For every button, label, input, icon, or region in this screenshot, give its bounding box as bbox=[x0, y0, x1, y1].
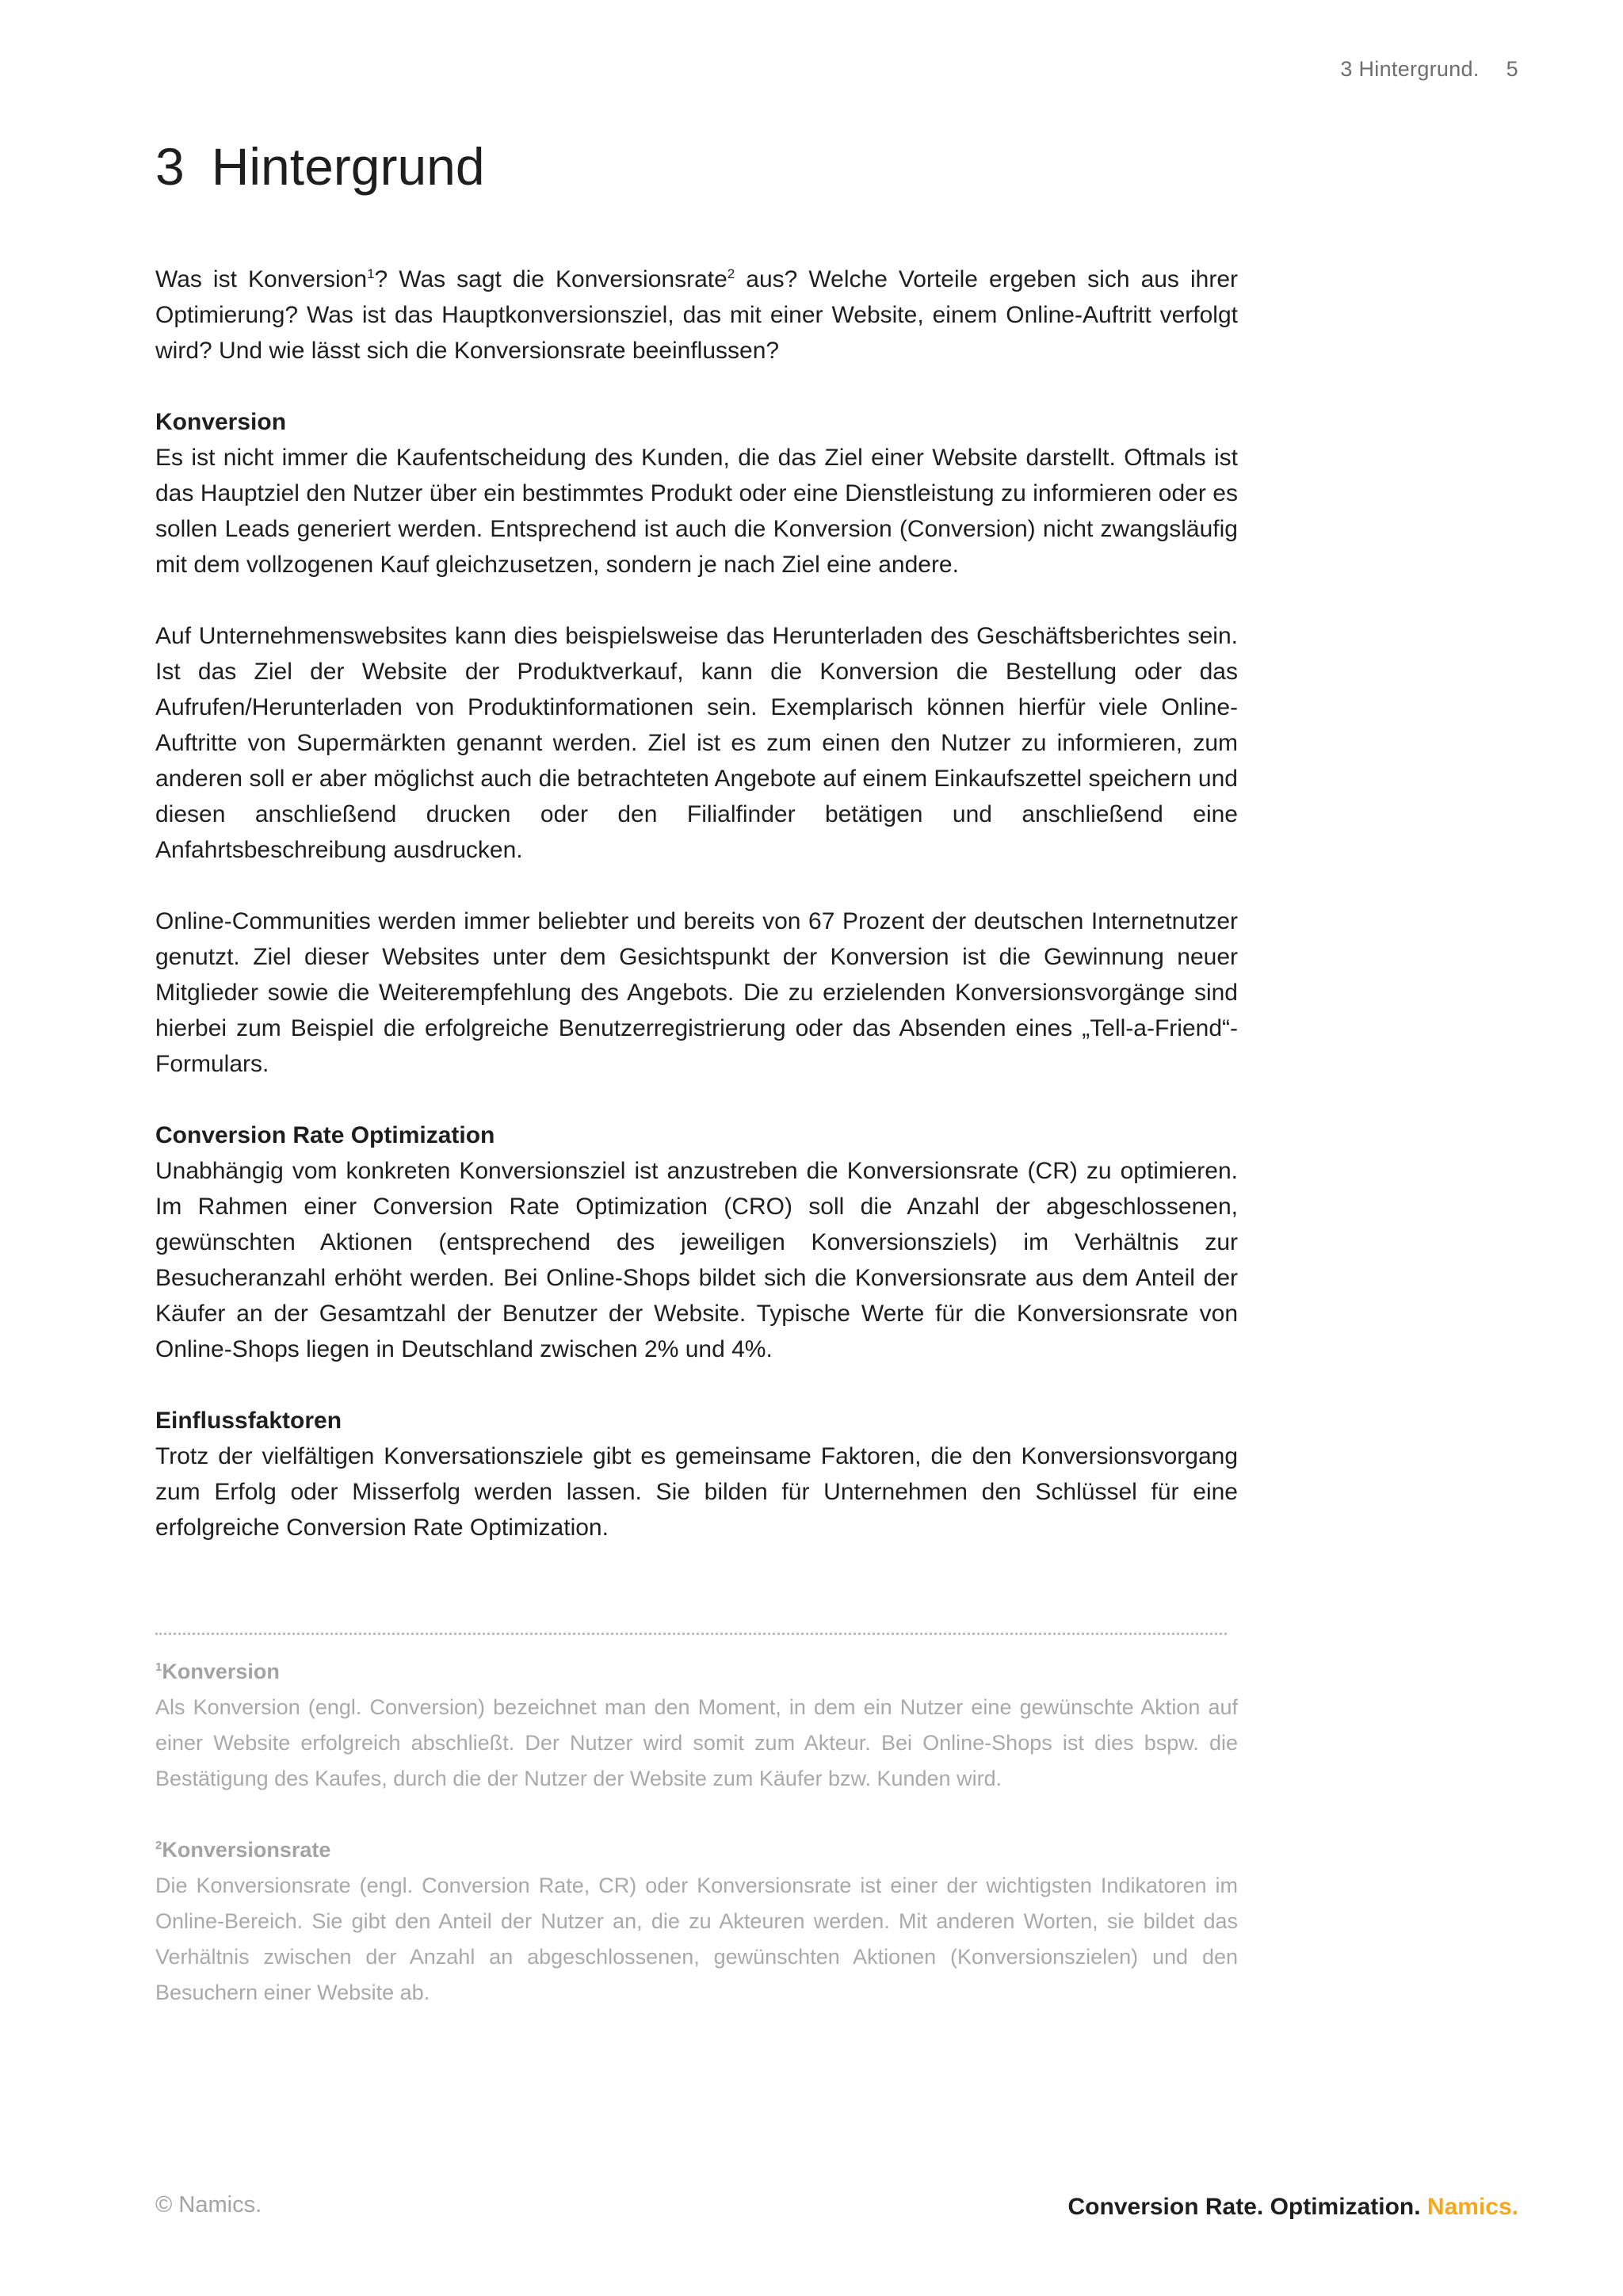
footer-brand: Namics. bbox=[1426, 2194, 1518, 2220]
paragraph: Es ist nicht immer die Kaufentscheidung des Kunden, die das Ziel einer Website darstellt. Oftmals ist das Hauptziel den Nutzer über ein bestimmtes Produkt oder eine Dienstleistung zu informieren oder es sollen Leads generiert werden. Entsprechend ist auch die Konversion (Conversion) nicht zwangsläufig mit dem vollzogenen Kauf gleichzusetzen, sondern je nach Ziel eine andere. bbox=[155, 445, 1238, 578]
footer-copyright: © Namics. bbox=[155, 2192, 262, 2218]
section-heading: Konversion bbox=[155, 409, 287, 435]
footnote-title-text: Konversion bbox=[162, 1660, 280, 1683]
footnote-ref-2[interactable]: 2 bbox=[727, 266, 735, 281]
footnote-1 bbox=[155, 1654, 1238, 1797]
footnote-divider bbox=[155, 1633, 1227, 1635]
paragraph: Trotz der vielfältigen Konversationsziele gibt es gemeinsame Faktoren, die den Konversionsvorgang zum Erfolg oder Misserfolg werden lassen. Sie bilden für Unternehmen den Schlüssel für eine erfolgreiche Conversion Rate Optimization. bbox=[155, 1443, 1238, 1541]
footnote-title-text: Konversionsrate bbox=[162, 1838, 331, 1862]
header-section-title: 3 Hintergrund. bbox=[1340, 57, 1480, 81]
footer-tagline bbox=[1068, 2194, 1518, 2221]
footnote-ref-1[interactable]: 1 bbox=[367, 266, 375, 281]
chapter-number: 3 bbox=[155, 137, 185, 196]
footnote-text: Als Konversion (engl. Conversion) bezeichnet man den Moment, in dem ein Nutzer eine gewünschte Aktion auf einer Website erfolgreich abschließt. Der Nutzer wird somit zum Akteur. Bei Online-Shops ist dies bspw. die Bestätigung des Kaufes, durch die der Nutzer der Website zum Käufer bzw. Kunden wird. bbox=[155, 1695, 1238, 1790]
page-number: 5 bbox=[1506, 57, 1518, 81]
section-einflussfaktoren bbox=[155, 1403, 1238, 1545]
intro-paragraph bbox=[155, 262, 1238, 369]
chapter-title bbox=[155, 135, 1238, 198]
intro-text-2: ? Was sagt die Konversionsrate bbox=[374, 266, 727, 292]
paragraph: Unabhängig vom konkreten Konversionsziel ist anzustreben die Konversionsrate (CR) zu optimieren. Im Rahmen einer Conversion Rate Optimization (CRO) soll die Anzahl der abgeschlossenen, gewünschten Aktionen (entsprechend des jeweiligen Konversionsziels) im Verhältnis zur Besucheranzahl erhöht werden. Bei Online-Shops bildet sich die Konversionsrate aus dem Anteil der Käufer an der Gesamtzahl der Benutzer der Website. Typische Werte für die Konversionsrate von Online-Shops liegen in Deutschland zwischen 2% und 4%. bbox=[155, 1158, 1238, 1362]
section-heading: Einflussfaktoren bbox=[155, 1408, 342, 1434]
footnote-marker: 1 bbox=[155, 1660, 162, 1674]
footnote-text: Die Konversionsrate (engl. Conversion Rate, CR) oder Konversionsrate ist einer der wichtigsten Indikatoren im Online-Bereich. Sie gibt den Anteil der Nutzer an, die zu Akteuren werden. Mit anderen Worten, sie bildet das Verhältnis zwischen der Anzahl an abgeschlossenen, gewünschten Aktionen (Konversionszielen) und den Besuchern einer Website ab. bbox=[155, 1874, 1238, 2004]
footnote-title bbox=[155, 1832, 1238, 1868]
footnotes bbox=[155, 1633, 1238, 2011]
main-content bbox=[155, 135, 1238, 1545]
footnote-2 bbox=[155, 1832, 1238, 2011]
footer-tagline-text: Conversion Rate. Optimization. bbox=[1067, 2194, 1421, 2220]
section-conversion-rate-optimization bbox=[155, 1117, 1238, 1367]
intro-text-1: Was ist Konversion bbox=[155, 266, 368, 292]
running-header bbox=[1340, 57, 1518, 82]
footnote-title bbox=[155, 1654, 1238, 1690]
section-konversion bbox=[155, 404, 1238, 1082]
chapter-title-text: Hintergrund bbox=[211, 137, 485, 196]
section-heading: Conversion Rate Optimization bbox=[155, 1122, 495, 1148]
footnote-marker: 2 bbox=[155, 1839, 162, 1852]
paragraph: Auf Unternehmenswebsites kann dies beispielsweise das Herunterladen des Geschäftsberichtes sein. Ist das Ziel der Website der Produktverkauf, kann die Konversion die Bestellung oder das Aufrufen/Herunterladen von Produktinformationen sein. Exemplarisch können hierfür viele Online-Auftritte von Supermärkten genannt werden. Ziel ist es zum einen den Nutzer zu informieren, zum anderen soll er aber möglichst auch die betrachteten Angebote auf einem Einkaufszettel speichern und diesen anschließend drucken oder den Filialfinder betätigen und anschließend eine Anfahrtsbeschreibung ausdrucken. bbox=[155, 623, 1238, 863]
intro-text-3: aus? Welche Vorteile ergeben sich aus ihrer Optimierung? Was ist das Hauptkonversionsziel, das mit einer Website, einem Online-Auftritt verfolgt wird? Und wie lässt sich die Konversionsrate beeinflussen? bbox=[155, 266, 1238, 364]
paragraph: Online-Communities werden immer beliebter und bereits von 67 Prozent der deutschen Internetnutzer genutzt. Ziel dieser Websites unter dem Gesichtspunkt der Konversion ist die Gewinnung neuer Mitglieder sowie die Weiterempfehlung des Angebots. Die zu erzielenden Konversionsvorgänge sind hierbei zum Beispiel die erfolgreiche Benutzerregistrierung oder das Absenden eines „Tell-a-Friend“-Formulars. bbox=[155, 908, 1238, 1077]
